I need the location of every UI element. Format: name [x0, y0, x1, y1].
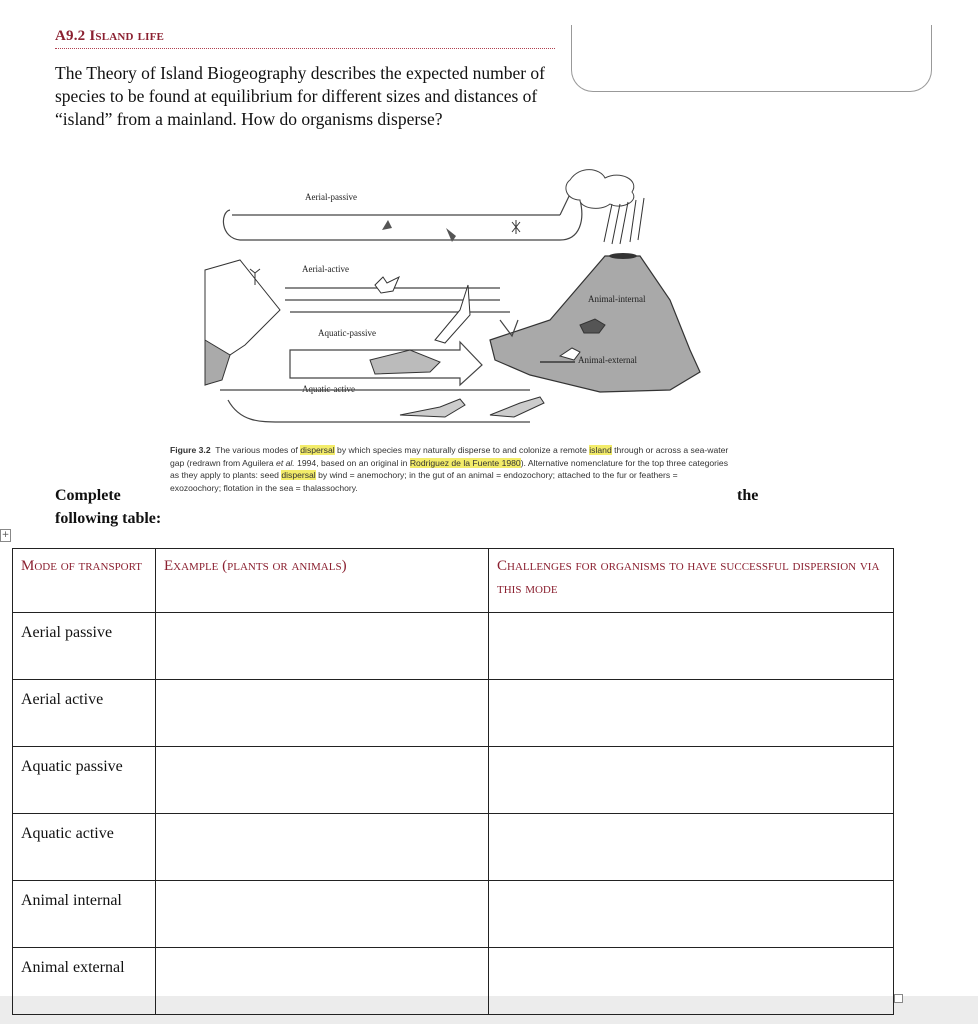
example-cell[interactable] — [156, 881, 489, 948]
mode-cell[interactable]: Aerial passive — [13, 613, 156, 680]
storm-cloud-icon — [566, 170, 634, 209]
mode-cell[interactable]: Animal internal — [13, 881, 156, 948]
section-heading: A9.2 Island life — [55, 28, 555, 49]
instruction-the: the — [737, 487, 759, 504]
caption-text: by wind = anemochory; in the gut of an animal = endozochory; attached to the fur or feathers = exozoochory; flotation in the sea = thalassochory. — [170, 470, 678, 493]
seabird-icon — [435, 285, 470, 343]
example-cell[interactable] — [156, 680, 489, 747]
label-animal-internal: Animal-internal — [588, 294, 646, 304]
intro-paragraph: The Theory of Island Biogeography describes the expected number of species to be found at equilibrium for different sizes and distances of “island” from a mainland. How do organisms disperse? — [55, 63, 545, 129]
example-cell[interactable] — [156, 747, 489, 814]
table-row — [13, 747, 894, 814]
header-example: Example (plants or animals) — [156, 549, 489, 613]
example-cell[interactable] — [156, 948, 489, 1015]
caption-text: The various modes of — [215, 445, 298, 455]
header-challenges: Challenges for organisms to have successful dispersion via this mode — [489, 549, 894, 613]
instruction-following: following table: — [55, 510, 162, 527]
label-aerial-active: Aerial-active — [302, 264, 349, 274]
challenges-cell[interactable] — [489, 680, 894, 747]
table-row — [13, 613, 894, 680]
answer-table — [12, 548, 894, 1015]
comment-box — [571, 25, 932, 92]
table-resize-handle[interactable] — [894, 994, 903, 1003]
caption-text: ). Alternative nomenclature for the top three categories as they apply to plants: seed — [170, 457, 729, 480]
challenges-cell[interactable] — [489, 747, 894, 814]
table-move-handle[interactable]: + — [1, 530, 10, 540]
example-cell[interactable] — [156, 613, 489, 680]
table-row — [13, 680, 894, 747]
label-aerial-passive: Aerial-passive — [305, 192, 357, 202]
example-cell[interactable] — [156, 814, 489, 881]
table-row — [13, 814, 894, 881]
mode-cell[interactable]: Aquatic passive — [13, 747, 156, 814]
crocodile-icon — [400, 399, 465, 417]
challenges-cell[interactable] — [489, 881, 894, 948]
caption-label: Figure 3.2 — [170, 445, 211, 455]
challenges-cell[interactable] — [489, 948, 894, 1015]
caption-highlight: Rodriguez de la Fuente 1980 — [409, 457, 521, 468]
table-row — [13, 948, 894, 1015]
mode-cell[interactable]: Aerial active — [13, 680, 156, 747]
caption-text: by which species may naturally disperse to and colonize a remote — [337, 445, 587, 455]
aerial-passive-arrow — [223, 200, 581, 240]
seed-icon — [382, 220, 392, 230]
crocodile-icon — [490, 397, 544, 417]
table-header-row — [13, 549, 894, 613]
label-aquatic-active: Aquatic-active — [302, 384, 355, 394]
spore-icon — [512, 220, 520, 234]
challenges-cell[interactable] — [489, 814, 894, 881]
header-mode: Mode of transport — [13, 549, 156, 613]
table-row — [13, 881, 894, 948]
caption-text: et al. — [276, 457, 295, 468]
label-aquatic-passive: Aquatic-passive — [318, 328, 376, 338]
caption-highlight: island — [589, 445, 612, 455]
caption-text: through or across a sea-water gap (redrawn from Aguilera — [170, 445, 729, 468]
caption-highlight: dispersal — [300, 445, 335, 455]
mode-cell[interactable]: Animal external — [13, 948, 156, 1015]
instruction-complete: Complete — [55, 487, 121, 504]
caption-text: 1994, based on an original in — [297, 457, 408, 468]
dispersal-figure — [200, 160, 720, 440]
label-animal-external: Animal-external — [578, 355, 637, 365]
figure-caption — [170, 444, 730, 494]
challenges-cell[interactable] — [489, 613, 894, 680]
mode-cell[interactable]: Aquatic active — [13, 814, 156, 881]
caption-highlight: dispersal — [281, 470, 316, 480]
bird-icon — [375, 277, 399, 293]
